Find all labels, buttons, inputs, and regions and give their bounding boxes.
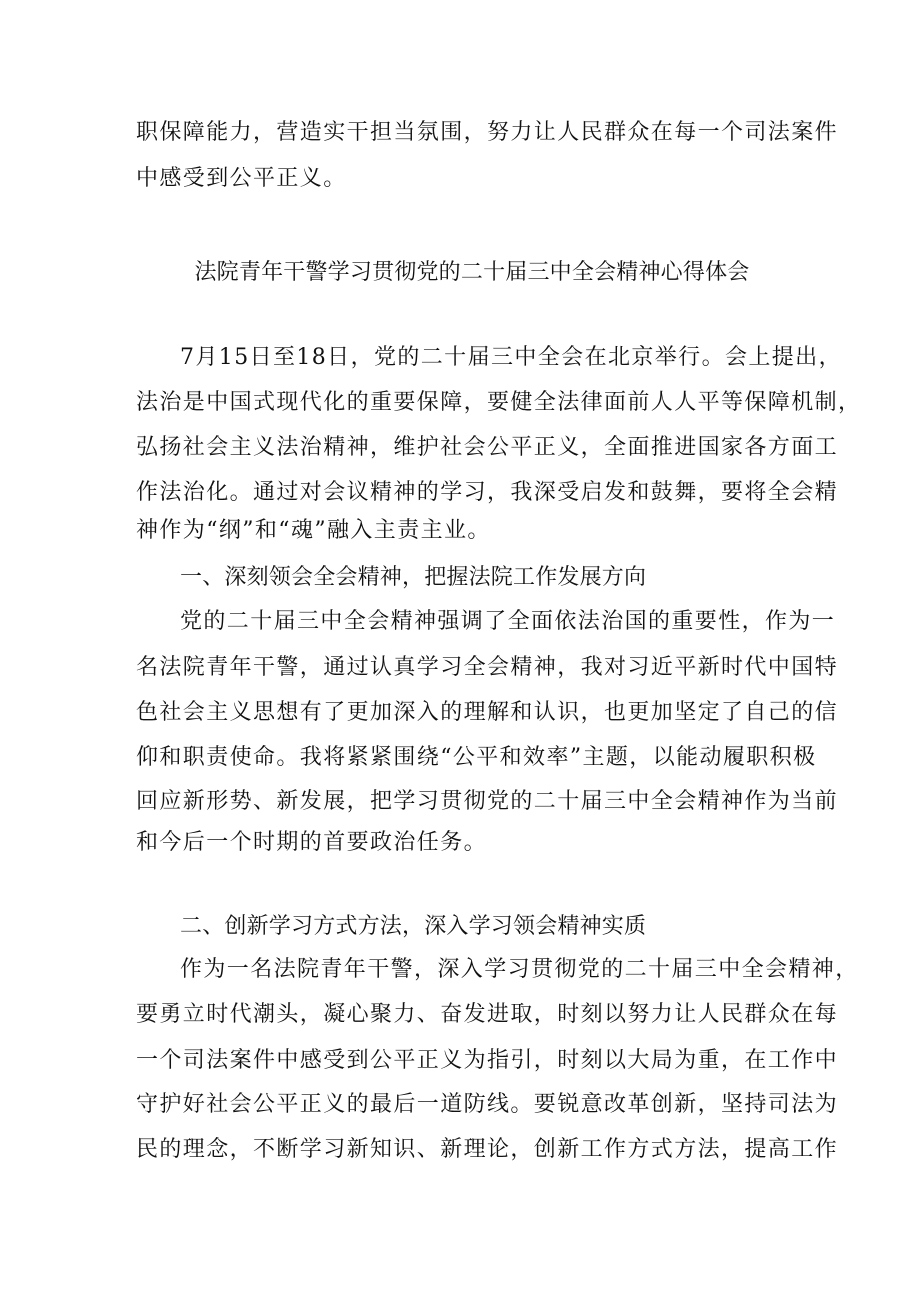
paragraph-line: 7月15日至18日，党的二十届三中全会在北京举行。会上提出， xyxy=(180,345,842,370)
paragraph-line: 神作为“纲”和“魂”融入主责主业。 xyxy=(136,518,491,543)
paragraph-line: 党的二十届三中全会精神强调了全面依法治国的重要性，作为一 xyxy=(180,609,836,634)
paragraph-line: 法治是中国式现代化的重要保障，要健全法律面前人人平等保障机制， xyxy=(136,390,862,415)
paragraph-line: 守护好社会公平正义的最后一道防线。要锐意改革创新，坚持司法为 xyxy=(136,1092,839,1117)
paragraph-line: 回应新形势、新发展，把学习贯彻党的二十届三中全会精神作为当前 xyxy=(136,789,839,814)
section-heading: 一、深刻领会全会精神，把握法院工作发展方向 xyxy=(180,565,647,590)
paragraph-line: 仰和职责使命。我将紧紧围绕“公平和效率”主题，以能动履职积极 xyxy=(136,745,817,770)
paragraph-line: 和今后一个时期的首要政治任务。 xyxy=(136,830,488,855)
paragraph-line: 职保障能力，营造实干担当氛围，努力让人民群众在每一个司法案件 xyxy=(136,120,839,145)
paragraph-line: 作法治化。通过对会议精神的学习，我深受启发和鼓舞，要将全会精 xyxy=(136,480,839,505)
paragraph-line: 中感受到公平正义。 xyxy=(136,166,347,191)
document-title: 法院青年干警学习贯彻党的二十届三中全会精神心得体会 xyxy=(194,260,750,285)
paragraph-line: 要勇立时代潮头，凝心聚力、奋发进取，时刻以努力让人民群众在每 xyxy=(136,1002,839,1027)
section-heading: 二、创新学习方式方法，深入学习领会精神实质 xyxy=(180,914,647,939)
paragraph-line: 名法院青年干警，通过认真学习全会精神，我对习近平新时代中国特 xyxy=(136,655,839,680)
paragraph-line: 弘扬社会主义法治精神，维护社会公平正义，全面推进国家各方面工 xyxy=(136,435,839,460)
paragraph-line: 民的理念，不断学习新知识、新理论，创新工作方式方法，提高工作 xyxy=(136,1137,839,1162)
paragraph-line: 一个司法案件中感受到公平正义为指引，时刻以大局为重，在工作中 xyxy=(136,1048,839,1073)
paragraph-line: 色社会主义思想有了更加深入的理解和认识，也更加坚定了自己的信 xyxy=(136,700,839,725)
paragraph-line: 作为一名法院青年干警，深入学习贯彻党的二十届三中全会精神， xyxy=(180,957,859,982)
